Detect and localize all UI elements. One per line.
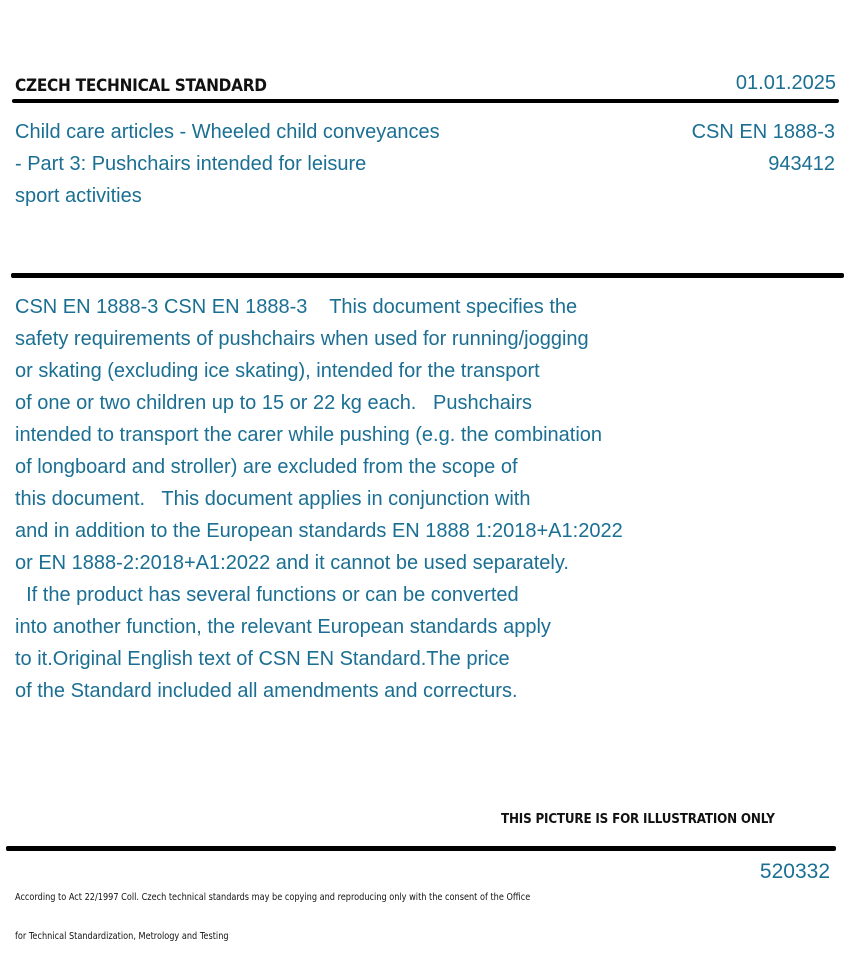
document-type-heading: CZECH TECHNICAL STANDARD <box>15 76 267 95</box>
legal-notice-line: According to Act 22/1997 Coll. Czech technical standards may be copying and reproducing only with the consent of the Office <box>15 892 531 903</box>
footer-code: 520332 <box>759 860 830 883</box>
illustration-note: THIS PICTURE IS FOR ILLUSTRATION ONLY <box>501 812 775 827</box>
legal-notice <box>15 865 530 956</box>
abstract-line: safety requirements of pushchairs when used for running/jogging <box>15 328 589 350</box>
standard-title-line: - Part 3: Pushchairs intended for leisure <box>15 153 367 175</box>
abstract-line: and in addition to the European standards EN 1888 1:2018+A1:2022 <box>15 520 623 542</box>
abstract-line: into another function, the relevant European standards apply <box>15 616 551 638</box>
abstract-line: this document. This document applies in conjunction with <box>15 488 531 510</box>
standard-code: CSN EN 1888-3 <box>691 121 835 143</box>
standard-meta <box>692 116 835 180</box>
standard-abstract <box>15 291 623 707</box>
header-divider <box>12 99 839 103</box>
abstract-line: of one or two children up to 15 or 22 kg each. Pushchairs <box>15 392 532 414</box>
legal-notice-line: for Technical Standardization, Metrology and Testing <box>15 931 229 942</box>
footer-divider <box>6 846 836 851</box>
abstract-line: or skating (excluding ice skating), intended for the transport <box>15 360 540 382</box>
abstract-line: of longboard and stroller) are excluded from the scope of <box>15 456 518 478</box>
catalog-number: 943412 <box>768 153 835 175</box>
abstract-line: or EN 1888-2:2018+A1:2022 and it cannot be used separately. <box>15 552 569 574</box>
publication-date: 01.01.2025 <box>735 72 836 94</box>
abstract-line: intended to transport the carer while pushing (e.g. the combination <box>15 424 603 446</box>
abstract-line: to it.Original English text of CSN EN Standard.The price <box>15 648 510 670</box>
title-divider <box>11 273 844 278</box>
abstract-line: If the product has several functions or can be converted <box>15 584 519 606</box>
standard-title-line: sport activities <box>15 185 142 207</box>
abstract-line: of the Standard included all amendments and correcturs. <box>15 680 518 702</box>
abstract-line: CSN EN 1888-3 CSN EN 1888-3 This document specifies the <box>15 296 578 318</box>
standard-title <box>15 116 440 212</box>
standard-title-line: Child care articles - Wheeled child conveyances <box>15 121 440 143</box>
